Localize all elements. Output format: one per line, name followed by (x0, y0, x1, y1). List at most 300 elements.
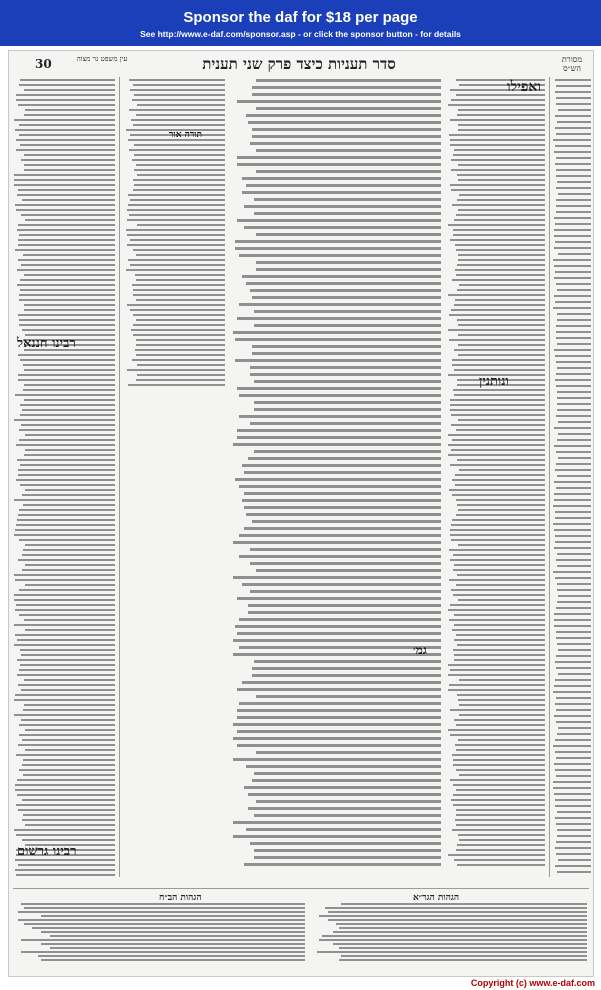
text-line (558, 727, 591, 729)
text-line (557, 121, 591, 123)
text-line (555, 577, 591, 579)
text-line (450, 669, 545, 671)
text-line (454, 369, 545, 371)
text-line (557, 343, 591, 345)
text-line (246, 282, 441, 285)
text-line (242, 583, 442, 586)
text-line (14, 174, 115, 176)
text-line (554, 295, 591, 297)
text-line (254, 450, 441, 453)
text-line (15, 694, 115, 696)
text-line (18, 224, 115, 226)
text-line (237, 436, 441, 439)
text-line (237, 597, 441, 600)
text-line (239, 702, 441, 705)
text-line (336, 923, 587, 925)
text-line (448, 444, 545, 446)
text-line (129, 79, 225, 81)
text-line (130, 309, 225, 311)
text-line (25, 434, 115, 436)
text-line (24, 923, 305, 925)
text-line (237, 163, 441, 166)
text-line (553, 505, 591, 507)
text-line (557, 409, 591, 411)
text-line (127, 219, 225, 221)
text-line (14, 699, 115, 701)
text-line (458, 129, 545, 131)
text-line (457, 864, 545, 866)
text-line (254, 408, 441, 411)
text-line (17, 659, 115, 661)
commentary-column-left (125, 79, 225, 389)
text-line (453, 229, 545, 231)
text-line (453, 804, 545, 806)
text-line (24, 169, 115, 171)
text-line (254, 212, 441, 215)
text-line (555, 301, 591, 303)
text-line (448, 434, 545, 436)
text-line (14, 644, 115, 646)
text-line (554, 529, 591, 531)
text-line (254, 660, 441, 663)
text-line (452, 629, 545, 631)
text-line (341, 903, 587, 905)
text-line (237, 688, 441, 691)
text-line (556, 559, 591, 561)
text-line (134, 169, 225, 171)
text-line (23, 814, 115, 816)
copyright-notice[interactable]: Copyright (c) www.e-daf.com (470, 978, 595, 988)
text-line (339, 947, 587, 949)
text-line (557, 367, 591, 369)
text-line (333, 931, 587, 933)
text-line (554, 235, 591, 237)
text-line (22, 554, 115, 556)
text-line (129, 109, 225, 111)
text-line (25, 564, 115, 566)
text-line (133, 294, 225, 296)
text-line (239, 618, 441, 621)
text-line (451, 414, 545, 416)
text-line (19, 439, 115, 441)
text-line (450, 734, 545, 736)
text-line (451, 539, 545, 541)
text-line (16, 524, 115, 526)
text-line (556, 415, 591, 417)
text-line (16, 94, 115, 96)
text-line (254, 198, 441, 201)
text-line (556, 709, 591, 711)
text-line (18, 239, 115, 241)
text-line (23, 709, 115, 711)
text-line (136, 254, 225, 256)
text-line (555, 817, 591, 819)
text-line (23, 254, 115, 256)
text-line (456, 824, 545, 826)
text-line (18, 259, 115, 261)
text-line (450, 779, 545, 781)
text-line (456, 749, 545, 751)
text-line (127, 369, 225, 371)
text-line (454, 859, 545, 861)
text-line (448, 674, 545, 676)
text-line (14, 829, 115, 831)
text-line (14, 574, 115, 576)
text-line (134, 94, 225, 96)
text-line (452, 754, 545, 756)
text-line (18, 314, 115, 316)
text-line (24, 454, 115, 456)
text-line (242, 681, 442, 684)
text-line (129, 149, 225, 151)
text-line (130, 89, 225, 91)
text-line (450, 604, 545, 606)
text-line (15, 129, 115, 131)
text-line (137, 104, 225, 106)
text-line (455, 484, 545, 486)
text-line (25, 729, 115, 731)
text-line (252, 345, 441, 348)
text-line (24, 399, 115, 401)
text-line (14, 499, 115, 501)
text-line (449, 489, 545, 491)
text-line (20, 289, 115, 291)
text-line (235, 240, 441, 243)
text-line (21, 264, 115, 266)
text-line (24, 907, 305, 909)
text-line (233, 541, 441, 544)
text-line (555, 847, 591, 849)
text-line (556, 487, 591, 489)
text-line (555, 679, 591, 681)
text-line (451, 524, 545, 526)
text-line (558, 649, 591, 651)
text-line (556, 373, 591, 375)
text-line (239, 646, 441, 649)
text-line (252, 135, 441, 138)
text-line (448, 609, 545, 611)
text-line (41, 931, 305, 933)
text-line (557, 583, 591, 585)
sponsor-title[interactable]: Sponsor the daf for $18 per page (183, 9, 418, 26)
text-line (19, 84, 115, 86)
text-line (246, 513, 441, 516)
text-line (252, 296, 441, 299)
text-line (458, 419, 545, 421)
text-line (454, 219, 545, 221)
text-line (557, 829, 591, 831)
text-line (451, 424, 545, 426)
text-line (19, 319, 115, 321)
text-line (127, 304, 225, 306)
text-line (451, 99, 545, 101)
text-line (16, 209, 115, 211)
text-line (451, 169, 545, 171)
gemara-opening-word: ואפילו (507, 79, 541, 95)
text-line (237, 156, 441, 159)
text-line (252, 520, 441, 523)
text-line (454, 624, 545, 626)
text-line (450, 144, 545, 146)
text-line (256, 233, 441, 236)
text-line (20, 359, 115, 361)
text-line (237, 632, 441, 635)
text-line (557, 319, 591, 321)
text-line (459, 469, 545, 471)
text-line (24, 704, 115, 706)
text-line (454, 149, 545, 151)
text-line (453, 594, 545, 596)
text-line (341, 955, 587, 957)
text-line (135, 274, 225, 276)
text-line (457, 264, 545, 266)
text-line (239, 254, 441, 257)
text-line (553, 745, 591, 747)
text-line (14, 119, 115, 121)
text-line (458, 344, 545, 346)
text-line (322, 935, 587, 937)
text-line (554, 619, 591, 621)
text-line (250, 422, 441, 425)
text-line (457, 319, 545, 321)
text-line (317, 951, 587, 953)
text-line (233, 821, 441, 824)
text-line (24, 384, 115, 386)
text-line (458, 324, 545, 326)
text-line (556, 337, 591, 339)
text-line (556, 103, 591, 105)
text-line (254, 401, 441, 404)
text-line (456, 274, 545, 276)
text-line (558, 109, 591, 111)
text-line (133, 314, 225, 316)
text-line (558, 673, 591, 675)
text-line (555, 79, 591, 81)
text-line (252, 674, 441, 677)
text-line (246, 184, 441, 187)
text-line (454, 654, 545, 656)
divider-left (119, 77, 120, 877)
text-line (449, 579, 545, 581)
text-line (20, 414, 115, 416)
footnotes-left (15, 903, 305, 963)
text-line (333, 943, 587, 945)
text-line (248, 604, 441, 607)
text-line (557, 403, 591, 405)
text-line (248, 793, 441, 796)
text-line (254, 324, 441, 327)
text-line (250, 142, 441, 145)
right-margin-column (553, 79, 591, 879)
text-line (20, 144, 115, 146)
text-line (20, 484, 115, 486)
text-line (19, 134, 115, 136)
text-line (554, 445, 591, 447)
text-line (456, 514, 545, 516)
text-line (133, 189, 225, 191)
text-line (556, 325, 591, 327)
sponsor-banner[interactable] (0, 0, 601, 46)
text-line (457, 844, 545, 846)
text-line (18, 374, 115, 376)
text-line (451, 449, 545, 451)
text-line (256, 569, 441, 572)
text-line (18, 514, 115, 516)
text-line (24, 154, 115, 156)
text-line (21, 214, 115, 216)
text-line (555, 115, 591, 117)
footnotes-right (311, 903, 587, 963)
text-line (50, 947, 305, 949)
text-line (452, 364, 545, 366)
text-line (556, 637, 591, 639)
text-line (25, 219, 115, 221)
text-line (554, 715, 591, 717)
text-line (129, 214, 225, 216)
text-line (254, 380, 441, 383)
text-line (233, 576, 441, 579)
text-line (555, 751, 591, 753)
text-line (451, 159, 545, 161)
text-line (242, 275, 442, 278)
text-line (448, 729, 545, 731)
text-line (19, 429, 115, 431)
text-line (136, 379, 225, 381)
text-line (133, 289, 225, 291)
text-line (16, 479, 115, 481)
text-line (557, 313, 591, 315)
text-line (452, 829, 545, 831)
text-line (451, 309, 545, 311)
text-line (246, 114, 441, 117)
text-line (24, 619, 115, 621)
text-line (553, 307, 591, 309)
text-line (556, 667, 591, 669)
text-line (24, 89, 115, 91)
text-line (16, 804, 115, 806)
text-line (248, 457, 441, 460)
text-line (450, 709, 545, 711)
text-line (16, 834, 115, 836)
text-line (448, 104, 545, 106)
text-line (556, 175, 591, 177)
text-line (235, 478, 441, 481)
text-line (554, 349, 591, 351)
text-line (455, 299, 545, 301)
text-line (133, 324, 225, 326)
text-line (22, 839, 115, 841)
text-line (256, 149, 441, 152)
text-line (19, 614, 115, 616)
text-line (448, 689, 545, 691)
text-line (15, 579, 115, 581)
text-line (22, 329, 115, 331)
text-line (17, 269, 115, 271)
text-line (453, 759, 545, 761)
text-line (21, 951, 305, 953)
text-line (454, 614, 545, 616)
text-line (20, 464, 115, 466)
text-line (134, 154, 225, 156)
text-line (448, 224, 545, 226)
text-line (132, 284, 225, 286)
text-line (557, 835, 591, 837)
text-line (19, 299, 115, 301)
text-line (556, 697, 591, 699)
text-line (244, 863, 441, 866)
text-line (237, 716, 441, 719)
text-line (16, 874, 115, 876)
text-line (459, 774, 545, 776)
text-line (557, 289, 591, 291)
text-line (24, 369, 115, 371)
text-line (16, 754, 115, 756)
gemara-marker: גמ׳ (413, 643, 427, 657)
text-line (237, 387, 441, 390)
divider-right (549, 77, 550, 877)
text-line (252, 93, 441, 96)
text-line (554, 613, 591, 615)
text-line (556, 169, 591, 171)
text-line (458, 209, 545, 211)
text-line (244, 786, 441, 789)
text-line (555, 145, 591, 147)
text-line (19, 669, 115, 671)
text-line (242, 464, 442, 467)
text-line (556, 385, 591, 387)
text-line (453, 649, 545, 651)
text-line (459, 839, 545, 841)
text-line (448, 329, 545, 331)
text-line (556, 631, 591, 633)
text-line (452, 494, 545, 496)
text-line (456, 249, 545, 251)
gemara-column (231, 79, 441, 869)
text-line (555, 541, 591, 543)
text-line (25, 109, 115, 111)
text-line (554, 277, 591, 279)
text-line (21, 424, 115, 426)
text-line (25, 449, 115, 451)
text-line (459, 704, 545, 706)
text-line (556, 451, 591, 453)
text-line (553, 571, 591, 573)
text-line (19, 234, 115, 236)
text-line (453, 234, 545, 236)
sponsor-subtitle[interactable]: See http://www.e-daf.com/sponsor.asp - or click the sponsor button - for details (140, 29, 461, 39)
text-line (456, 724, 545, 726)
ein-mishpat-label: עין משפט נר מצוה (76, 55, 128, 63)
text-line (233, 737, 441, 740)
text-line (556, 187, 591, 189)
text-line (448, 664, 545, 666)
text-line (456, 849, 545, 851)
text-line (456, 814, 545, 816)
text-line (50, 935, 305, 937)
text-line (256, 170, 441, 173)
text-line (25, 584, 115, 586)
text-line (133, 334, 225, 336)
text-line (458, 179, 545, 181)
text-line (459, 284, 545, 286)
text-line (254, 310, 441, 313)
text-line (458, 259, 545, 261)
text-line (17, 194, 115, 196)
text-line (256, 261, 441, 264)
text-line (458, 254, 545, 256)
text-line (18, 911, 305, 913)
text-line (557, 397, 591, 399)
